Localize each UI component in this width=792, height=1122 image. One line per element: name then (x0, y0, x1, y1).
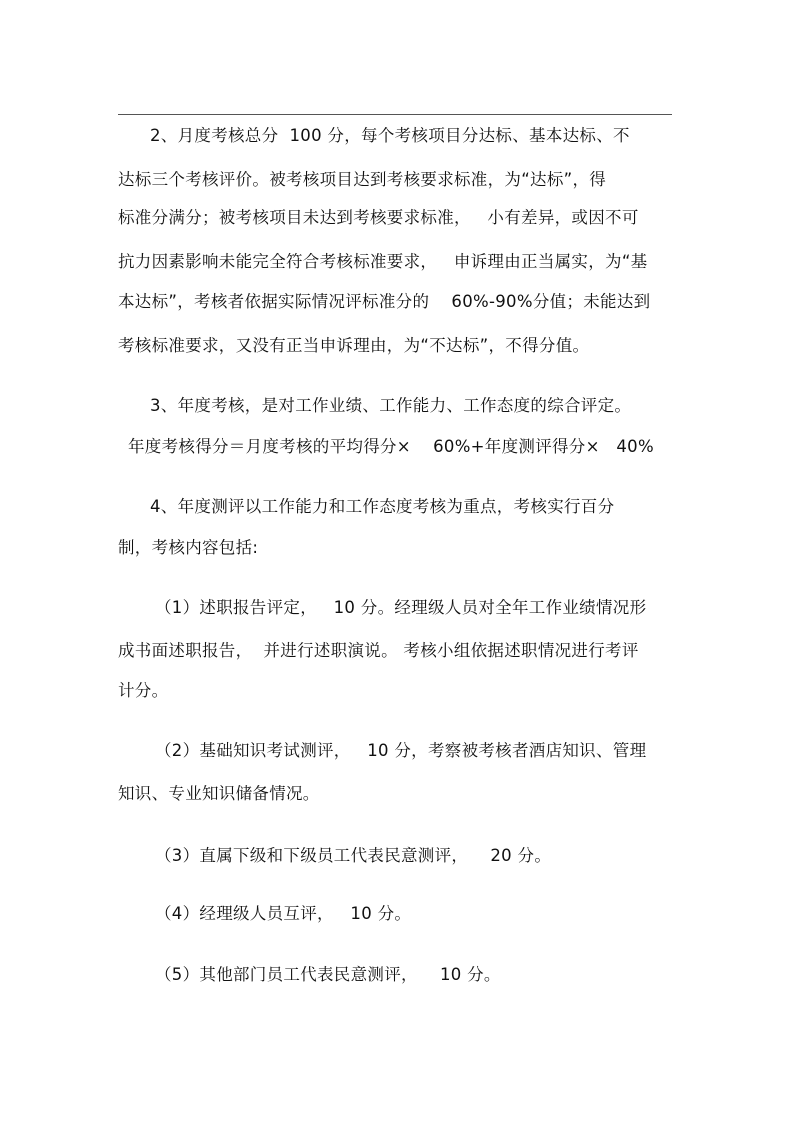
paragraph-2-line-3: 标准分满分；被考核项目未达到考核要求标准， 小有差异，或因不可 (118, 208, 639, 227)
paragraph-4-line-2: 制，考核内容包括: (118, 538, 259, 557)
paragraph-2-line-4: 抗力因素影响未能完全符合考核标准要求， 申诉理由正当属实，为“基 (118, 252, 648, 271)
item-2-line-2: 知识、专业知识储备情况。 (118, 784, 320, 803)
item-5: （5）其他部门员工代表民意测评， 10 分。 (155, 965, 501, 984)
item-1-line-3: 计分。 (118, 681, 169, 700)
paragraph-4-line-1: 4、年度测评以工作能力和工作态度考核为重点，考核实行百分 (150, 497, 615, 516)
paragraph-3-line-1: 3、年度考核，是对工作业绩、工作能力、工作态度的综合评定。 (150, 396, 632, 415)
header-rule (118, 114, 672, 115)
paragraph-2-line-5: 本达标”，考核者依据实际情况评标准分的 60%-90%分值；未能达到 (118, 292, 651, 311)
paragraph-2-line-1: 2、月度考核总分 100 分，每个考核项目分达标、基本达标、不 (150, 126, 630, 145)
item-1-line-1: （1）述职报告评定， 10 分。经理级人员对全年工作业绩情况形 (155, 598, 647, 617)
item-4: （4）经理级人员互评， 10 分。 (155, 904, 412, 923)
item-3: （3）直属下级和下级员工代表民意测评， 20 分。 (155, 846, 552, 865)
paragraph-2-line-2: 达标三个考核评价。被考核项目达到考核要求标准，为“达标”，得 (118, 170, 607, 189)
item-1-line-2: 成书面述职报告， 并进行述职演说。 考核小组依据述职情况进行考评 (118, 641, 639, 660)
formula-line: 年度考核得分＝月度考核的平均得分× 60%+年度测评得分× 40% (128, 437, 654, 456)
item-2-line-1: （2）基础知识考试测评， 10 分，考察被考核者酒店知识、管理 (155, 741, 647, 760)
paragraph-2-line-6: 考核标准要求，又没有正当申诉理由，为“不达标”，不得分值。 (118, 336, 590, 355)
